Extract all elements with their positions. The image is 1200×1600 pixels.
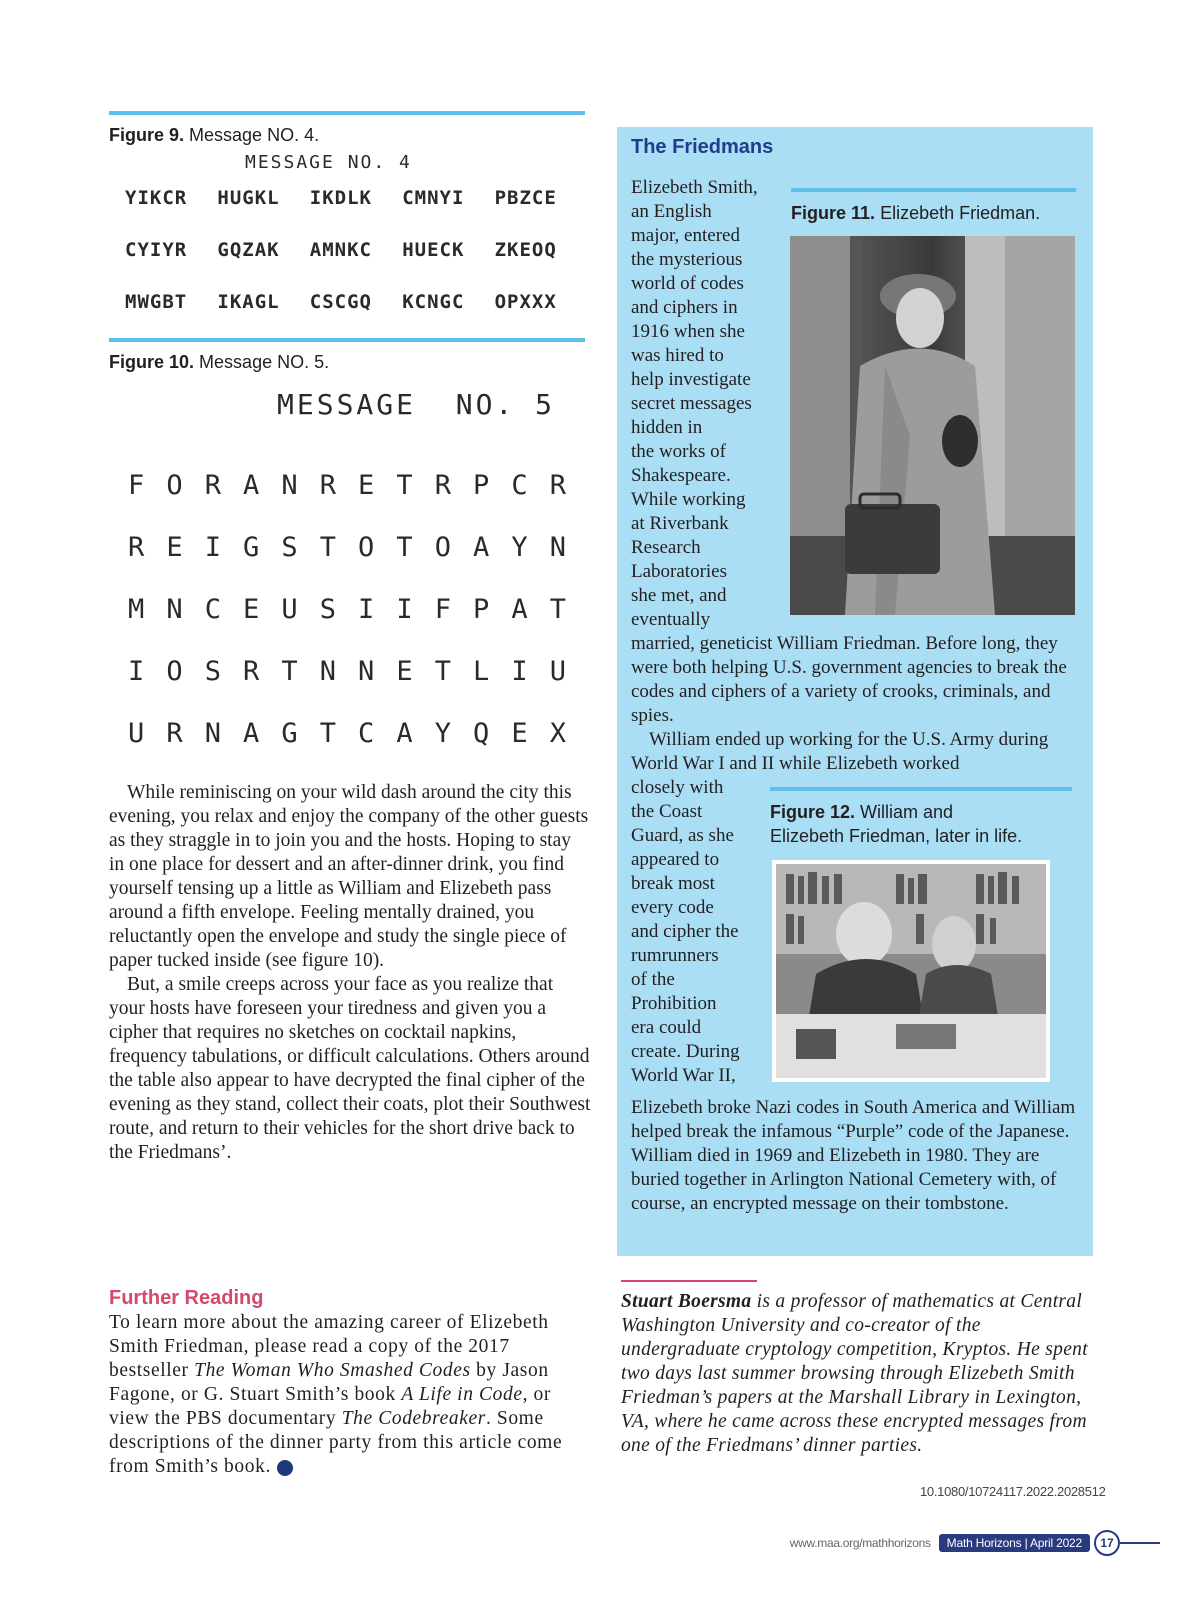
sidebar-line: World War II, xyxy=(631,1065,736,1086)
cipher-letter: N xyxy=(319,656,336,687)
cipher-letter: M xyxy=(128,594,145,625)
figure11-top-rule xyxy=(791,188,1076,192)
cipher-letter: X xyxy=(549,718,566,749)
cipher-letter: T xyxy=(281,656,298,687)
cipher-letter: L xyxy=(473,656,490,687)
figure11-photo-elizebeth xyxy=(790,236,1075,615)
figure11-label: Figure 11. xyxy=(791,203,876,223)
book-title-2: A Life in Code xyxy=(401,1384,523,1405)
figure9-caption-text: Message NO. 4. xyxy=(189,125,320,145)
further-text-1: To learn more about the amazing career of Elizebeth Smith Friedman, please read a copy of the 2017 bestseller xyxy=(109,1312,549,1381)
footer-magazine-badge: Math Horizons | April 2022 xyxy=(939,1534,1090,1552)
sidebar-text-wide-1 xyxy=(631,632,1081,776)
cipher-letter: T xyxy=(549,594,566,625)
sidebar-line: world of codes xyxy=(631,273,744,294)
sidebar-line: create. During xyxy=(631,1041,740,1062)
cipher-letter: T xyxy=(396,532,413,563)
cipher-letter: I xyxy=(396,594,413,625)
cipher-letter: U xyxy=(549,656,566,687)
footer-url[interactable]: www.maa.org/mathhorizons xyxy=(789,1536,931,1550)
cipher-letter: R xyxy=(319,470,336,501)
cipher-letter: U xyxy=(281,594,298,625)
cipher-letter: N xyxy=(358,656,375,687)
sidebar-line: secret messages xyxy=(631,393,752,414)
cipher-group: CYIYR xyxy=(125,239,188,261)
cipher-letter: A xyxy=(243,718,260,749)
further-text-3: , or view the PBS documentary xyxy=(109,1384,551,1429)
cipher-letter: E xyxy=(396,656,413,687)
sidebar-line: help investigate xyxy=(631,369,751,390)
documentary-title: The Codebreaker xyxy=(341,1408,486,1429)
cipher-letter: T xyxy=(319,718,336,749)
cipher-letter: N xyxy=(204,718,221,749)
cipher-letter: P xyxy=(473,470,490,501)
sidebar-line: Research xyxy=(631,537,701,558)
cipher-letter: Y xyxy=(511,532,528,563)
cipher-letter: E xyxy=(243,594,260,625)
further-text-4: . Some descriptions of the dinner party from this article come from Smith’s book. xyxy=(109,1408,563,1477)
figure12-caption xyxy=(770,800,1022,848)
cipher-letter: T xyxy=(434,656,451,687)
sidebar-line: and cipher the xyxy=(631,921,739,942)
sidebar-line: eventually xyxy=(631,609,711,630)
cipher-letter: I xyxy=(204,532,221,563)
sidebar-line: Prohibition xyxy=(631,993,717,1014)
sidebar-paragraph-1-end: married, geneticist William Friedman. Before long, they were both helping U.S. government agencies to break the codes and ciphers of a variety of crooks, criminals, and spies. xyxy=(631,633,1067,726)
cipher-letter: I xyxy=(511,656,528,687)
sidebar-line: break most xyxy=(631,873,715,894)
cipher-letter: R xyxy=(166,718,183,749)
cipher-letter: G xyxy=(243,532,260,563)
cipher-letter: A xyxy=(396,718,413,749)
sidebar-line: era could xyxy=(631,1017,702,1038)
end-of-article-dot-icon xyxy=(277,1460,293,1476)
further-reading-text xyxy=(109,1311,589,1479)
cipher-letter: P xyxy=(473,594,490,625)
cipher-letter: I xyxy=(358,594,375,625)
cipher-letter: Y xyxy=(434,718,451,749)
footer-line xyxy=(1120,1542,1160,1544)
elizebeth-photo-illustration xyxy=(790,236,1075,615)
sidebar-line: Shakespeare. xyxy=(631,465,731,486)
book-title-1: The Woman Who Smashed Codes xyxy=(194,1360,471,1381)
cipher-letter: E xyxy=(511,718,528,749)
message4-title: MESSAGE NO. 4 xyxy=(245,152,412,173)
doi-text: 10.1080/10724117.2022.2028512 xyxy=(920,1484,1106,1499)
sidebar-line: at Riverbank xyxy=(631,513,729,534)
cipher-group: GQZAK xyxy=(217,239,280,261)
author-bio-rule xyxy=(621,1280,757,1282)
cipher-group: AMNKC xyxy=(309,239,372,261)
figure9-top-rule xyxy=(109,111,585,115)
cipher-letter: S xyxy=(319,594,336,625)
cipher-letter: A xyxy=(473,532,490,563)
sidebar-line: appeared to xyxy=(631,849,720,870)
sidebar-line: was hired to xyxy=(631,345,724,366)
message5-title: MESSAGE NO. 5 xyxy=(277,388,556,421)
page-footer xyxy=(790,1530,1160,1556)
cipher-letter: C xyxy=(204,594,221,625)
cipher-letter: C xyxy=(511,470,528,501)
sidebar-paragraph-2-start: William ended up working for the U.S. Army during World War I and II while Elizebeth worked xyxy=(631,729,1049,774)
sidebar-line: the Coast xyxy=(631,801,703,822)
cipher-letter: F xyxy=(128,470,145,501)
figure10-label: Figure 10. xyxy=(109,352,195,372)
cipher-letter: Q xyxy=(473,718,490,749)
cipher-group: YIKCR xyxy=(125,187,188,209)
cipher-letter: N xyxy=(281,470,298,501)
cipher-letter: I xyxy=(128,656,145,687)
figure11-caption xyxy=(791,203,1040,224)
further-text-2: by Jason Fagone, or G. Stuart Smith’s book xyxy=(109,1360,549,1405)
author-name: Stuart Boersma xyxy=(621,1291,752,1312)
author-bio-text: is a professor of mathematics at Central Washington University and co-creator of the undergraduate cryptology competition, Kryptos. He spent two days last summer browsing through Elizebeth Smith Friedman’s papers at the Marshall Library in Lexington, VA, where he came across these encrypted messages from one of the Friedmans’ dinner parties. xyxy=(621,1291,1088,1456)
body-text xyxy=(109,781,591,1165)
cipher-letter: S xyxy=(204,656,221,687)
cipher-group: CMNYI xyxy=(402,187,465,209)
sidebar-line: every code xyxy=(631,897,714,918)
cipher-letter: O xyxy=(358,532,375,563)
author-bio xyxy=(621,1290,1101,1458)
cipher-letter: E xyxy=(358,470,375,501)
cipher-letter: R xyxy=(549,470,566,501)
body-paragraph-2: But, a smile creeps across your face as you realize that your hosts have foreseen your tiredness and given you a cipher that requires no sketches on cocktail napkins, frequency tabulations, or difficult calculations. Others around the table also appear to have decrypted the final cipher of the evening as they stand, collect their coats, plot their Southwest route, and return to their vehicles for the short drive back to the Friedmans’. xyxy=(109,974,591,1163)
message4-cipher-grid xyxy=(125,186,587,314)
figure12-top-rule xyxy=(770,787,1072,791)
cipher-letter: S xyxy=(281,532,298,563)
cipher-letter: R xyxy=(204,470,221,501)
page-number: 17 xyxy=(1094,1530,1120,1556)
cipher-letter: O xyxy=(166,470,183,501)
sidebar-line: Guard, as she xyxy=(631,825,734,846)
figure9-label: Figure 9. xyxy=(109,125,185,145)
figure10-caption xyxy=(109,352,329,373)
sidebar-line: closely with xyxy=(631,777,724,798)
cipher-letter: R xyxy=(243,656,260,687)
cipher-letter: O xyxy=(434,532,451,563)
sidebar-line: and ciphers in xyxy=(631,297,738,318)
cipher-group: MWGBT xyxy=(125,291,188,313)
cipher-letter: U xyxy=(128,718,145,749)
sidebar-line: 1916 when she xyxy=(631,321,745,342)
cipher-letter: G xyxy=(281,718,298,749)
sidebar-line: major, entered xyxy=(631,225,740,246)
cipher-letter: A xyxy=(243,470,260,501)
figure11-caption-text: Elizebeth Friedman. xyxy=(880,203,1041,223)
cipher-group: HUGKL xyxy=(217,187,280,209)
body-paragraph-1: While reminiscing on your wild dash around the city this evening, you relax and enjoy the company of the other guests as they straggle in to join you and the hosts. Hoping to stay in one place for dessert and an after-dinner drink, you find yourself tensing up a little as William and Elizebeth pass around a fifth envelope. Feeling mentally drained, you reluctantly open the envelope and study the single piece of paper tucked inside (see figure 10). xyxy=(109,782,589,971)
figure12-label: Figure 12. xyxy=(770,802,856,822)
cipher-group: HUECK xyxy=(402,239,465,261)
cipher-group: IKAGL xyxy=(217,291,280,313)
cipher-letter: C xyxy=(358,718,375,749)
cipher-letter: T xyxy=(396,470,413,501)
cipher-letter: N xyxy=(549,532,566,563)
figure9-caption xyxy=(109,125,319,146)
cipher-letter: R xyxy=(128,532,145,563)
sidebar-line: Elizebeth Smith, xyxy=(631,177,758,198)
sidebar-line: of the xyxy=(631,969,675,990)
cipher-letter: F xyxy=(434,594,451,625)
sidebar-line: she met, and xyxy=(631,585,727,606)
further-reading-heading: Further Reading xyxy=(109,1287,264,1309)
sidebar-line: the mysterious xyxy=(631,249,743,270)
cipher-letter: R xyxy=(434,470,451,501)
friedmans-photo-illustration xyxy=(776,864,1046,1078)
sidebar-text-narrow-1 xyxy=(631,176,791,632)
cipher-letter: E xyxy=(166,532,183,563)
sidebar-line: rumrunners xyxy=(631,945,719,966)
message5-cipher-grid xyxy=(117,471,577,749)
cipher-group: CSCGQ xyxy=(309,291,372,313)
sidebar-text-narrow-2 xyxy=(631,776,771,1088)
cipher-letter: T xyxy=(319,532,336,563)
sidebar-line: an English xyxy=(631,201,712,222)
figure10-top-rule xyxy=(109,338,585,342)
cipher-group: OPXXX xyxy=(494,291,557,313)
figure10-caption-text: Message NO. 5. xyxy=(199,352,330,372)
figure12-photo-friedmans xyxy=(772,860,1050,1082)
cipher-group: KCNGC xyxy=(402,291,465,313)
figure12-caption-line1: William and xyxy=(860,802,954,822)
sidebar-text-wide-2 xyxy=(631,1096,1083,1216)
cipher-letter: A xyxy=(511,594,528,625)
cipher-letter: O xyxy=(166,656,183,687)
sidebar-line: hidden in xyxy=(631,417,703,438)
cipher-group: IKDLK xyxy=(309,187,372,209)
sidebar-line: While working xyxy=(631,489,746,510)
sidebar-paragraph-2-end: Elizebeth broke Nazi codes in South America and William helped break the infamous “Purple” code of the Japanese. William died in 1969 and Elizebeth in 1980. They are buried together in Arlington National Cemetery with, of course, an encrypted message on their tombstone. xyxy=(631,1097,1076,1214)
cipher-group: PBZCE xyxy=(494,187,557,209)
figure12-caption-line2: Elizebeth Friedman, later in life. xyxy=(770,826,1023,846)
sidebar-line: Laboratories xyxy=(631,561,728,582)
sidebar-title: The Friedmans xyxy=(631,136,774,158)
cipher-group: ZKEOQ xyxy=(494,239,557,261)
cipher-letter: N xyxy=(166,594,183,625)
sidebar-line: the works of xyxy=(631,441,726,462)
